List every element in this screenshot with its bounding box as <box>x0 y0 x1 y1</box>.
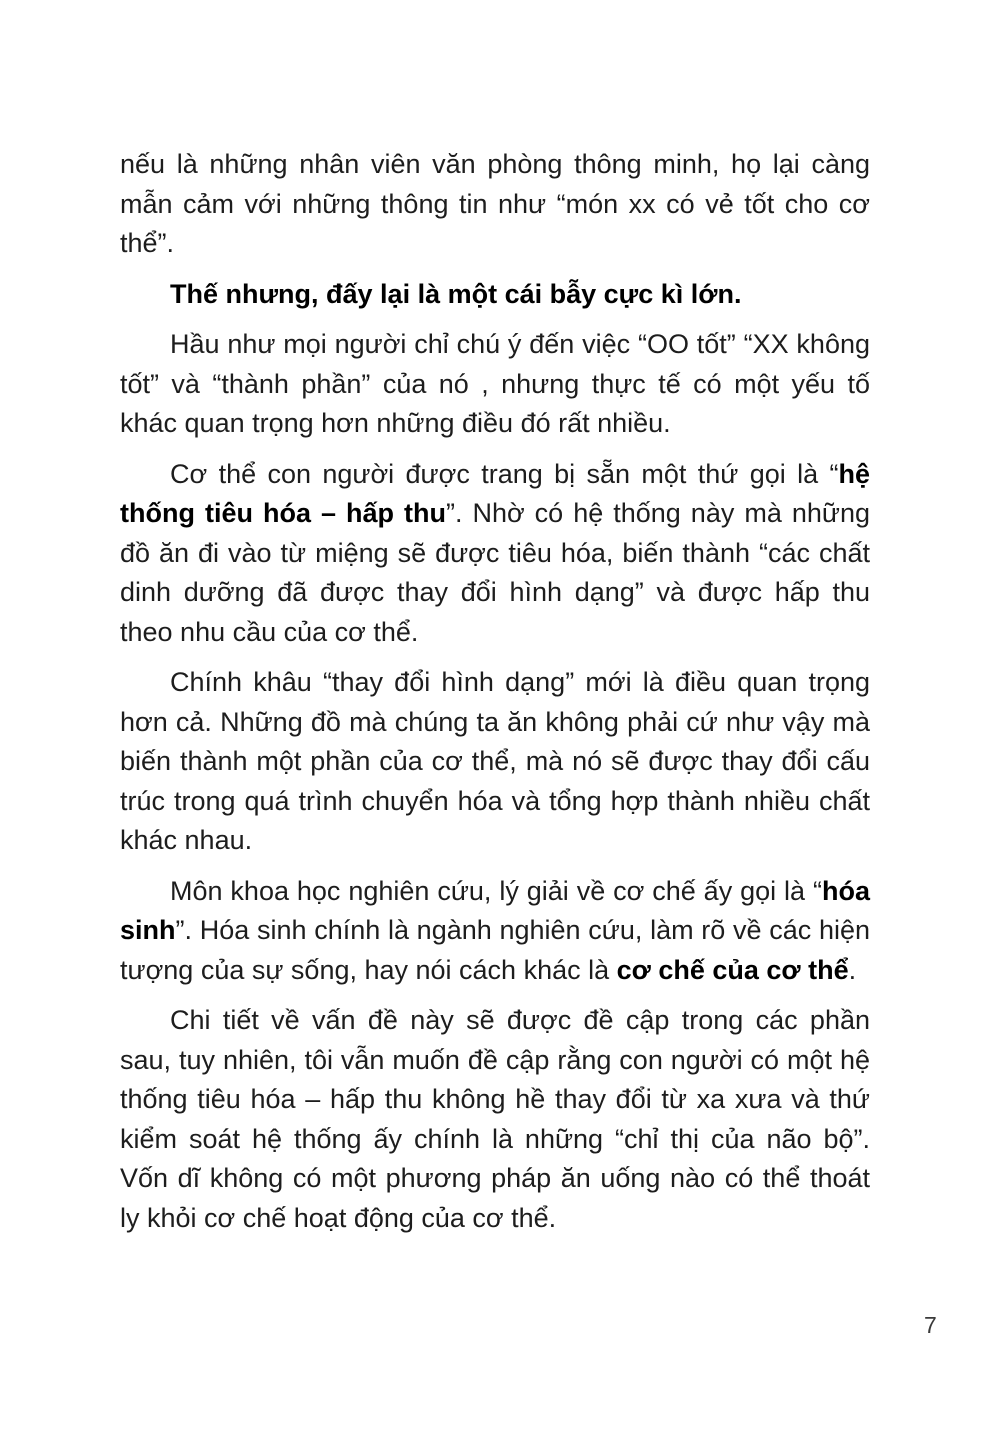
bold-text-run: Thế nhưng, đấy lại là một cái bẫy cực kì lớn. <box>170 278 742 309</box>
paragraph <box>120 1001 870 1238</box>
text-run: nếu là những nhân viên văn phòng thông minh, họ lại càng mẫn cảm với những thông tin như “món xx có vẻ tốt cho cơ thể”. <box>120 149 870 258</box>
bold-text-run: hóa sinh <box>120 875 870 945</box>
text-run: ”. Nhờ có hệ thống này mà những đồ ăn đi vào từ miệng sẽ được tiêu hóa, biến thành “các chất dinh dưỡng đã được thay đổi hình dạng” và được hấp thu theo nhu cầu của cơ thể. <box>120 498 870 647</box>
paragraph <box>120 325 870 444</box>
text-run: Chính khâu “thay đổi hình dạng” mới là điều quan trọng hơn cả. Những đồ mà chúng ta ăn không phải cứ như vậy mà biến thành một phần của cơ thể, mà nó sẽ được thay đổi cấu trúc trong quá trình chuyển hóa và tổng hợp thành nhiều chất khác nhau. <box>120 667 870 855</box>
text-run: . <box>848 954 857 985</box>
text-run: Môn khoa học nghiên cứu, lý giải về cơ chế ấy gọi là “ <box>170 875 822 906</box>
page-number: 7 <box>924 1312 937 1338</box>
paragraph <box>120 663 870 861</box>
bold-text-run: hệ thống tiêu hóa – hấp thu <box>120 458 870 528</box>
text-run: Chi tiết về vấn đề này sẽ được đề cập trong các phần sau, tuy nhiên, tôi vẫn muốn đề cập rằng con người có một hệ thống tiêu hóa – hấp thu không hề thay đổi từ xa xưa và thứ kiểm soát hệ thống ấy chính là những “chỉ thị của não bộ”. Vốn dĩ không có một phương pháp ăn uống nào có thể thoát ly khỏi cơ chế hoạt động của cơ thể. <box>120 1005 870 1233</box>
text-run: ”. Hóa sinh chính là ngành nghiên cứu, làm rõ về các hiện tượng của sự sống, hay nói cách khác là <box>120 915 870 985</box>
paragraph <box>120 455 870 653</box>
paragraph <box>120 872 870 991</box>
text-run: Cơ thể con người được trang bị sẵn một thứ gọi là “ <box>170 458 839 489</box>
bold-text-run: cơ chế của cơ thể <box>616 954 849 985</box>
paragraph <box>120 275 870 315</box>
paragraph <box>120 145 870 264</box>
text-run: Hầu như mọi người chỉ chú ý đến việc “OO tốt” “XX không tốt” và “thành phần” của nó , nhưng thực tế có một yếu tố khác quan trọng hơn những điều đó rất nhiều. <box>120 329 870 438</box>
text-block <box>120 145 870 1249</box>
